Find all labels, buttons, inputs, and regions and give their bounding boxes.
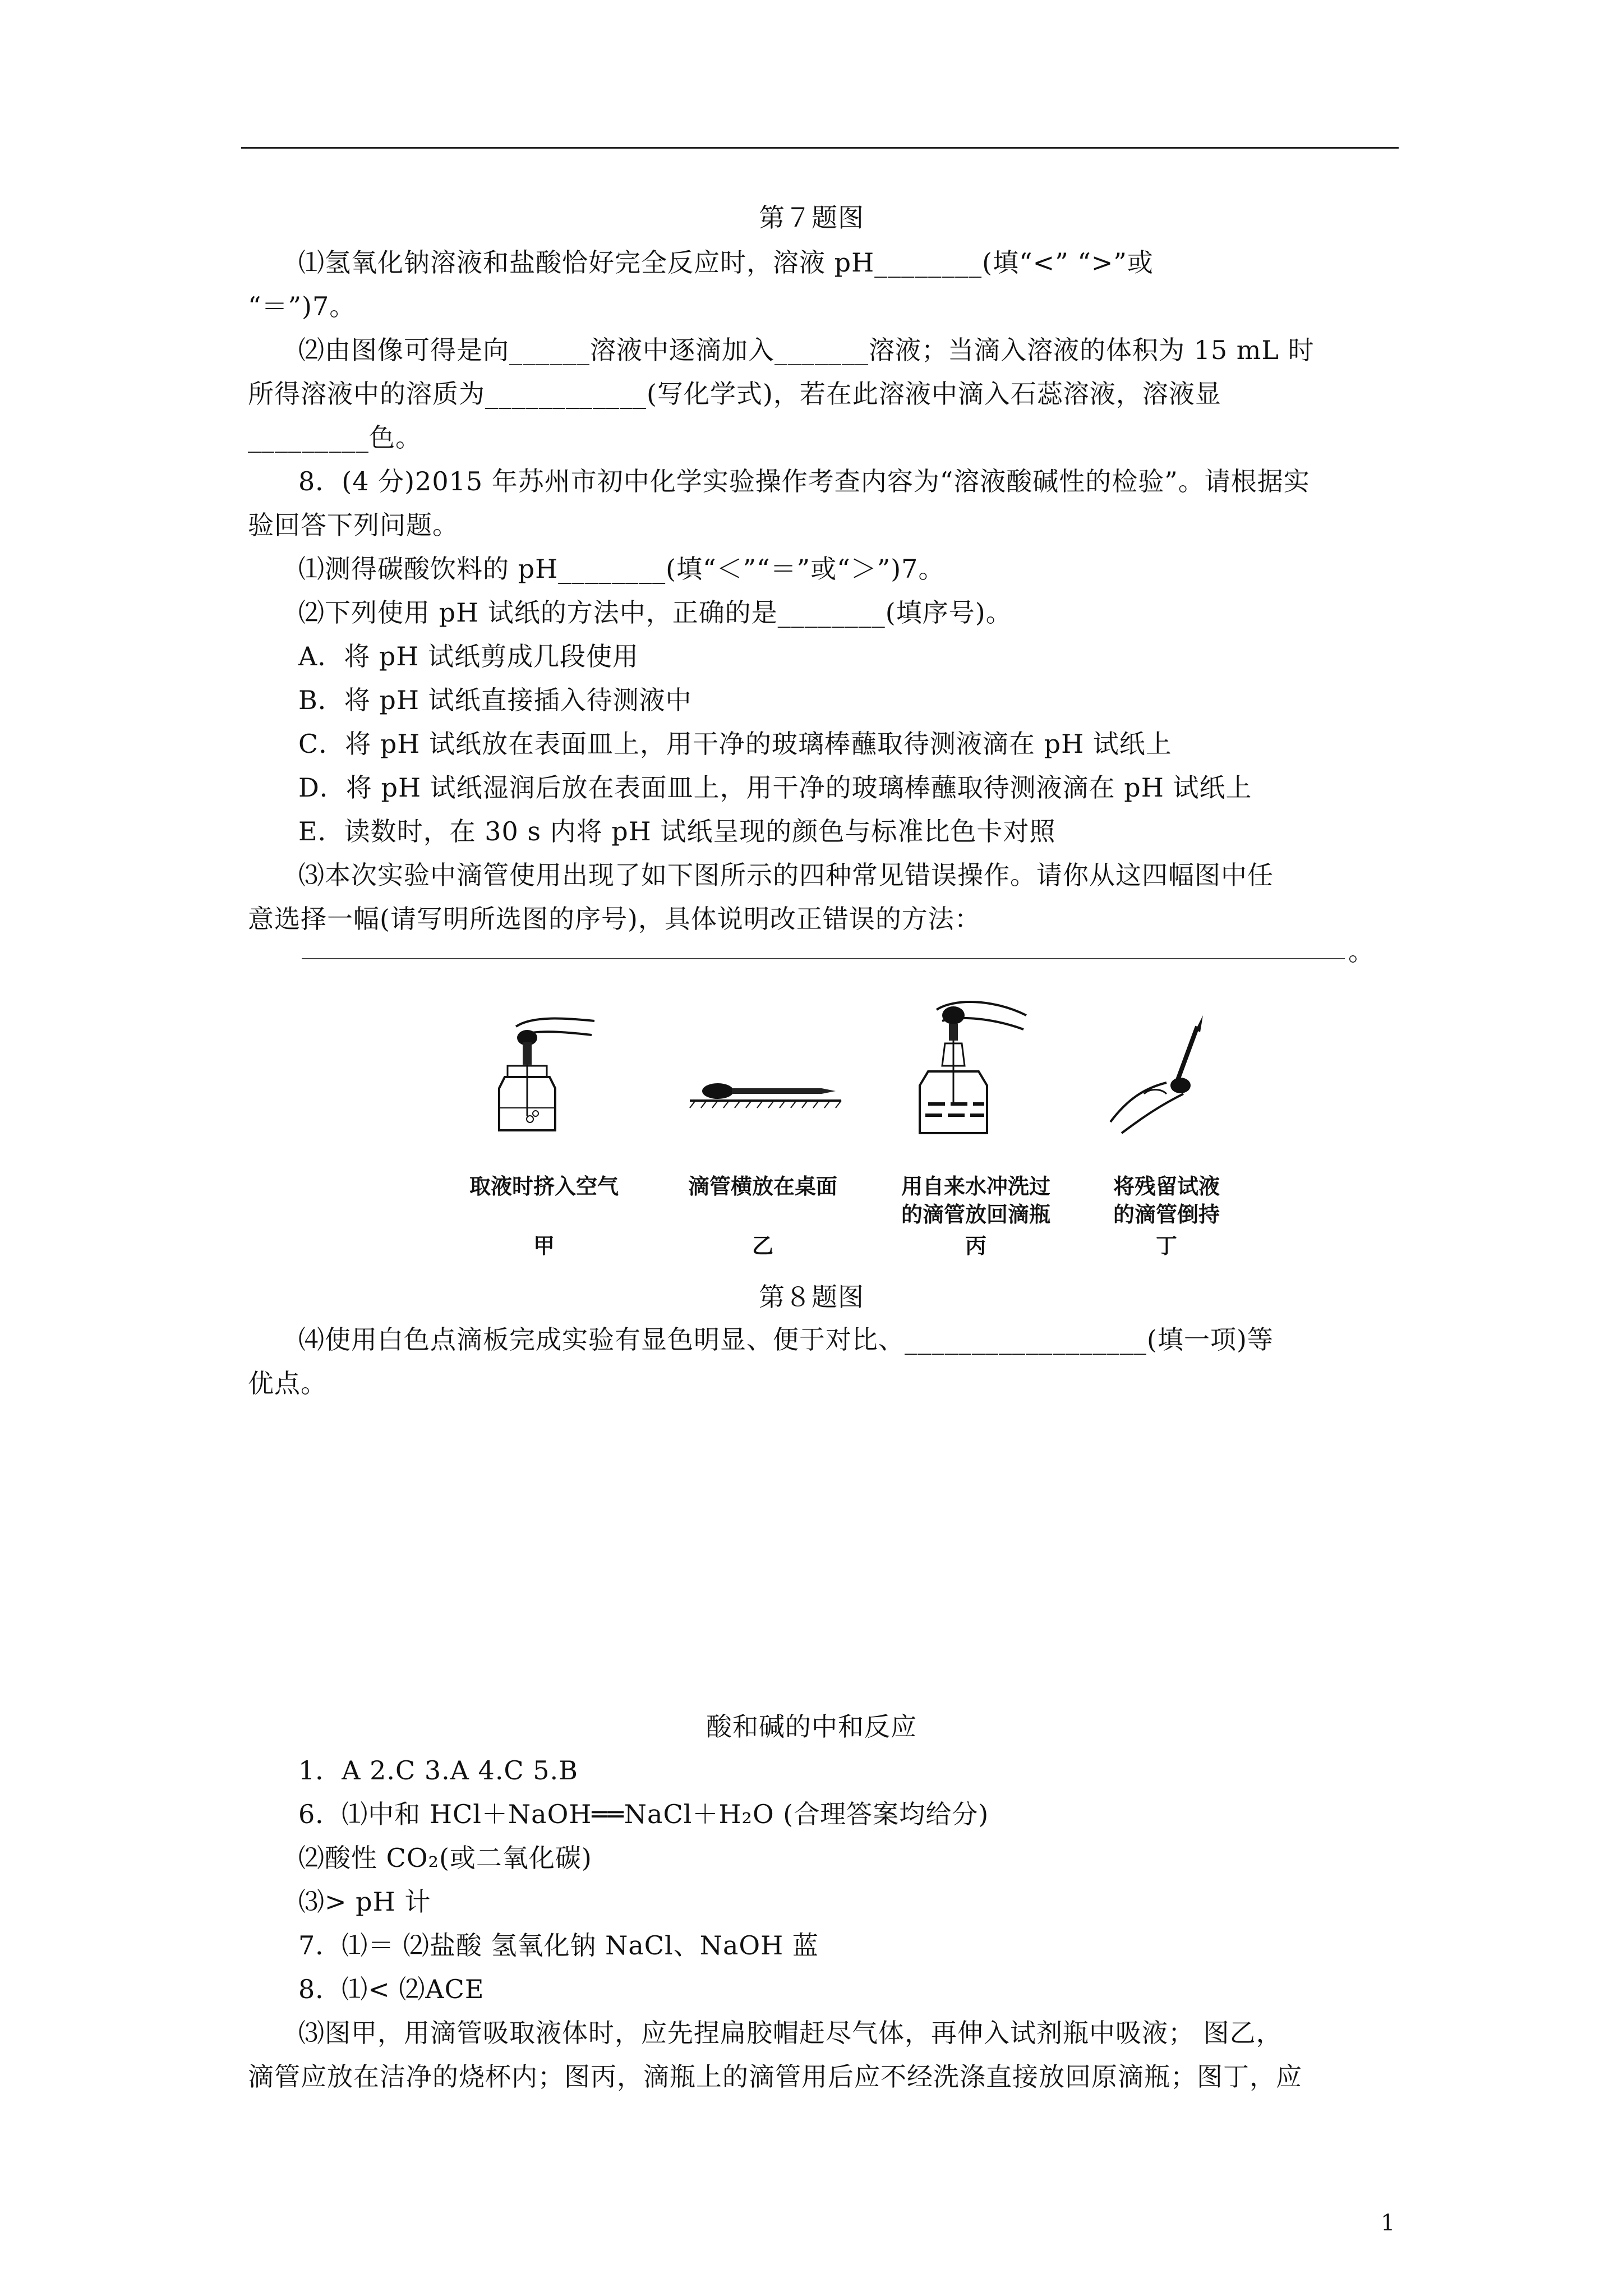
dropper-lying-on-table-icon: [679, 1066, 847, 1122]
q8-part4-line2: 优点。: [248, 1368, 327, 1398]
figure-jia-label: 甲: [533, 1234, 555, 1258]
figure-ding-caption-line1: 将残留试液: [1113, 1174, 1220, 1199]
answer-8-1: 8．⑴< ⑵ACE: [298, 1974, 485, 2004]
q7-part1-line2: “＝”)7。: [248, 291, 356, 321]
figure-jia-caption: 取液时挤入空气: [469, 1174, 619, 1199]
dropper-in-bottle-squeeze-icon: [482, 1004, 617, 1139]
q7-part2-line1: ⑵由图像可得是向______溶液中逐滴加入_______溶液；当滴入溶液的体积为 15 mL 时: [298, 335, 1315, 365]
fig8-caption: 第８题图: [759, 1282, 864, 1312]
q8-part3-line1: ⑶本次实验中滴管使用出现了如下图所示的四种常见错误操作。请你从这四幅图中任: [298, 860, 1274, 890]
answer-8-2: ⑶图甲，用滴管吸取液体时，应先捏扁胶帽赶尽气体，再伸入试剂瓶中吸液； 图乙，: [298, 2018, 1283, 2048]
answer-blank-line: [302, 958, 1345, 959]
q8-option-a: A．将 pH 试纸剪成几段使用: [298, 641, 639, 671]
answer-6-1: 6．⑴中和 HCl＋NaOH══NaCl＋H₂O (合理答案均给分): [298, 1799, 989, 1829]
q8-intro-line1: 8．(4 分)2015 年苏州市初中化学实验操作考查内容为“溶液酸碱性的检验”。请根据实: [298, 466, 1310, 496]
answer-8-3: 滴管应放在洁净的烧杯内；图丙，滴瓶上的滴管用后应不经洗涤直接放回原滴瓶；图丁，应: [248, 2062, 1302, 2092]
q7-part2-line2: 所得溶液中的溶质为____________(写化学式)，若在此溶液中滴入石蕊溶液，溶液显: [248, 379, 1221, 409]
figure-ding-caption-line2: 的滴管倒持: [1113, 1202, 1220, 1227]
answers-title: 酸和碱的中和反应: [706, 1711, 917, 1742]
header-rule: [241, 147, 1399, 149]
answer-6-2: ⑵酸性 CO₂(或二氧化碳): [298, 1843, 592, 1873]
answer-6-3: ⑶> pH 计: [298, 1887, 431, 1917]
fig7-caption: 第７题图: [759, 203, 864, 233]
q8-option-b: B．将 pH 试纸直接插入待测液中: [298, 685, 692, 715]
figure-yi-caption: 滴管横放在桌面: [688, 1174, 837, 1199]
q8-intro-line2: 验回答下列问题。: [248, 510, 459, 540]
q8-option-c: C．将 pH 试纸放在表面皿上，用干净的玻璃棒蘸取待测液滴在 pH 试纸上: [298, 729, 1172, 759]
figure-yi-label: 乙: [751, 1234, 773, 1258]
dropper-into-reagent-bottle-icon: [897, 993, 1043, 1144]
page-number: 1: [1381, 2210, 1395, 2236]
q7-part1-line1: ⑴氢氧化钠溶液和盐酸恰好完全反应时，溶液 pH________(填“<” “>”或: [298, 247, 1154, 278]
figure-bing-caption-line1: 用自来水冲洗过: [901, 1174, 1050, 1199]
dropper-held-upside-down-icon: [1099, 1010, 1234, 1144]
q8-part3-line2: 意选择一幅(请写明所选图的序号)，具体说明改正错误的方法：: [248, 904, 981, 934]
q8-option-e: E．读数时，在 30 s 内将 pH 试纸呈现的颜色与标准比色卡对照: [298, 816, 1056, 846]
answer-blank-end: 。: [1348, 936, 1374, 967]
figure-ding-label: 丁: [1155, 1234, 1177, 1258]
answer-7: 7．⑴＝ ⑵盐酸 氢氧化钠 NaCl、NaOH 蓝: [298, 1930, 819, 1961]
q8-part2: ⑵下列使用 pH 试纸的方法中，正确的是________(填序号)。: [298, 597, 1012, 628]
answer-1-5: 1．A 2.C 3.A 4.C 5.B: [298, 1755, 578, 1786]
q8-option-d: D．将 pH 试纸湿润后放在表面皿上，用干净的玻璃棒蘸取待测液滴在 pH 试纸上: [298, 772, 1252, 803]
figure-bing-caption-line2: 的滴管放回滴瓶: [901, 1202, 1050, 1227]
figure-bing-label: 丙: [965, 1234, 986, 1258]
q8-part4-line1: ⑷使用白色点滴板完成实验有显色明显、便于对比、__________________(填一项)等: [298, 1324, 1274, 1355]
q8-part1: ⑴测得碳酸饮料的 pH________(填“＜”“＝”或“＞”)7。: [298, 554, 945, 584]
q7-part2-line3: _________色。: [248, 422, 422, 453]
